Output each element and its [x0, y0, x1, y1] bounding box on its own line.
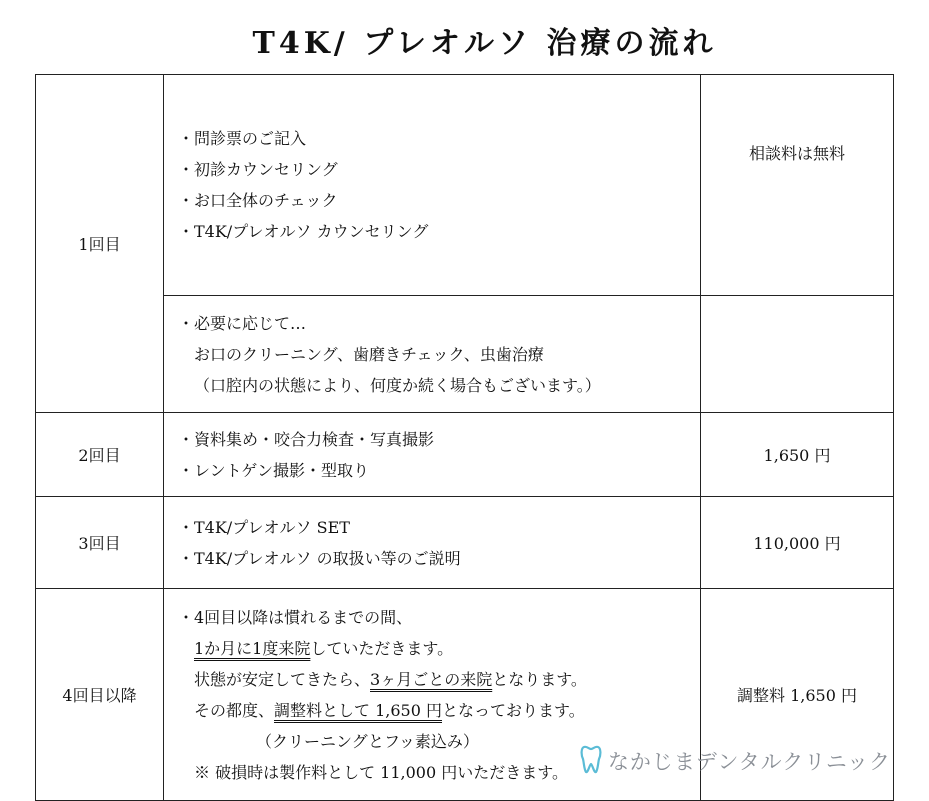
list-item: [178, 664, 700, 695]
table-row: [36, 413, 894, 497]
visit-label: 4回目以降: [36, 589, 164, 801]
tooth-icon: [580, 744, 602, 779]
list-item: ・T4K/プレオルソ の取扱い等のご説明: [178, 548, 461, 568]
text: していただきます。: [310, 638, 454, 658]
list-item: [178, 633, 700, 664]
list-item: ・レントゲン撮影・型取り: [178, 460, 369, 480]
text: その都度、: [194, 700, 275, 720]
table-row: [36, 75, 894, 296]
list-item: （口腔内の状態により、何度か続く場合もございます。）: [194, 375, 601, 395]
fee-cell: 調整料 1,650 円: [701, 589, 894, 801]
list-item: ※ 破損時は製作料として 11,000 円いただきます。: [194, 762, 568, 782]
clinic-name: なかじまデンタルクリニック: [607, 750, 891, 774]
visit-label: 1回目: [36, 75, 164, 413]
list-item: ・必要に応じて…: [178, 313, 307, 333]
text: となります。: [492, 669, 587, 689]
table-row: [36, 296, 894, 413]
list-item: ・問診票のご記入: [178, 129, 307, 148]
list-item: ・初診カウンセリング: [178, 160, 338, 179]
content-cell: [164, 497, 701, 589]
underlined-text: 3ヶ月ごとの来院: [370, 669, 493, 689]
list-item: お口のクリーニング、歯磨きチェック、虫歯治療: [194, 344, 544, 364]
page-title: T4K/ プレオルソ 治療の流れ: [252, 26, 717, 61]
treatment-flow-table: [35, 74, 894, 801]
content-cell: [164, 413, 701, 497]
list-item: ・お口全体のチェック: [178, 191, 338, 210]
clinic-logo: [580, 744, 891, 778]
content-cell: [164, 296, 701, 413]
list-item: ・資料集め・咬合力検査・写真撮影: [178, 429, 435, 449]
list-item: ・4回目以降は慣れるまでの間、: [178, 607, 413, 627]
text: 状態が安定してきたら、: [194, 669, 371, 689]
fee-cell: 110,000 円: [701, 497, 894, 589]
list-item: ・T4K/プレオルソ カウンセリング: [178, 222, 429, 241]
list-item: （クリーニングとフッ素込み）: [256, 731, 479, 751]
content-cell: [164, 75, 701, 296]
table-row: [36, 497, 894, 589]
list-item: ・T4K/プレオルソ SET: [178, 517, 350, 537]
underlined-text: 調整料として 1,650 円: [274, 700, 442, 720]
text: となっております。: [442, 700, 585, 720]
underlined-text: 1か月に1度来院: [194, 638, 311, 658]
fee-cell: 1,650 円: [701, 413, 894, 497]
visit-label: 2回目: [36, 413, 164, 497]
fee-cell-empty: [701, 296, 894, 413]
fee-cell: 相談料は無料: [701, 75, 894, 296]
list-item: [178, 695, 700, 726]
visit-label: 3回目: [36, 497, 164, 589]
